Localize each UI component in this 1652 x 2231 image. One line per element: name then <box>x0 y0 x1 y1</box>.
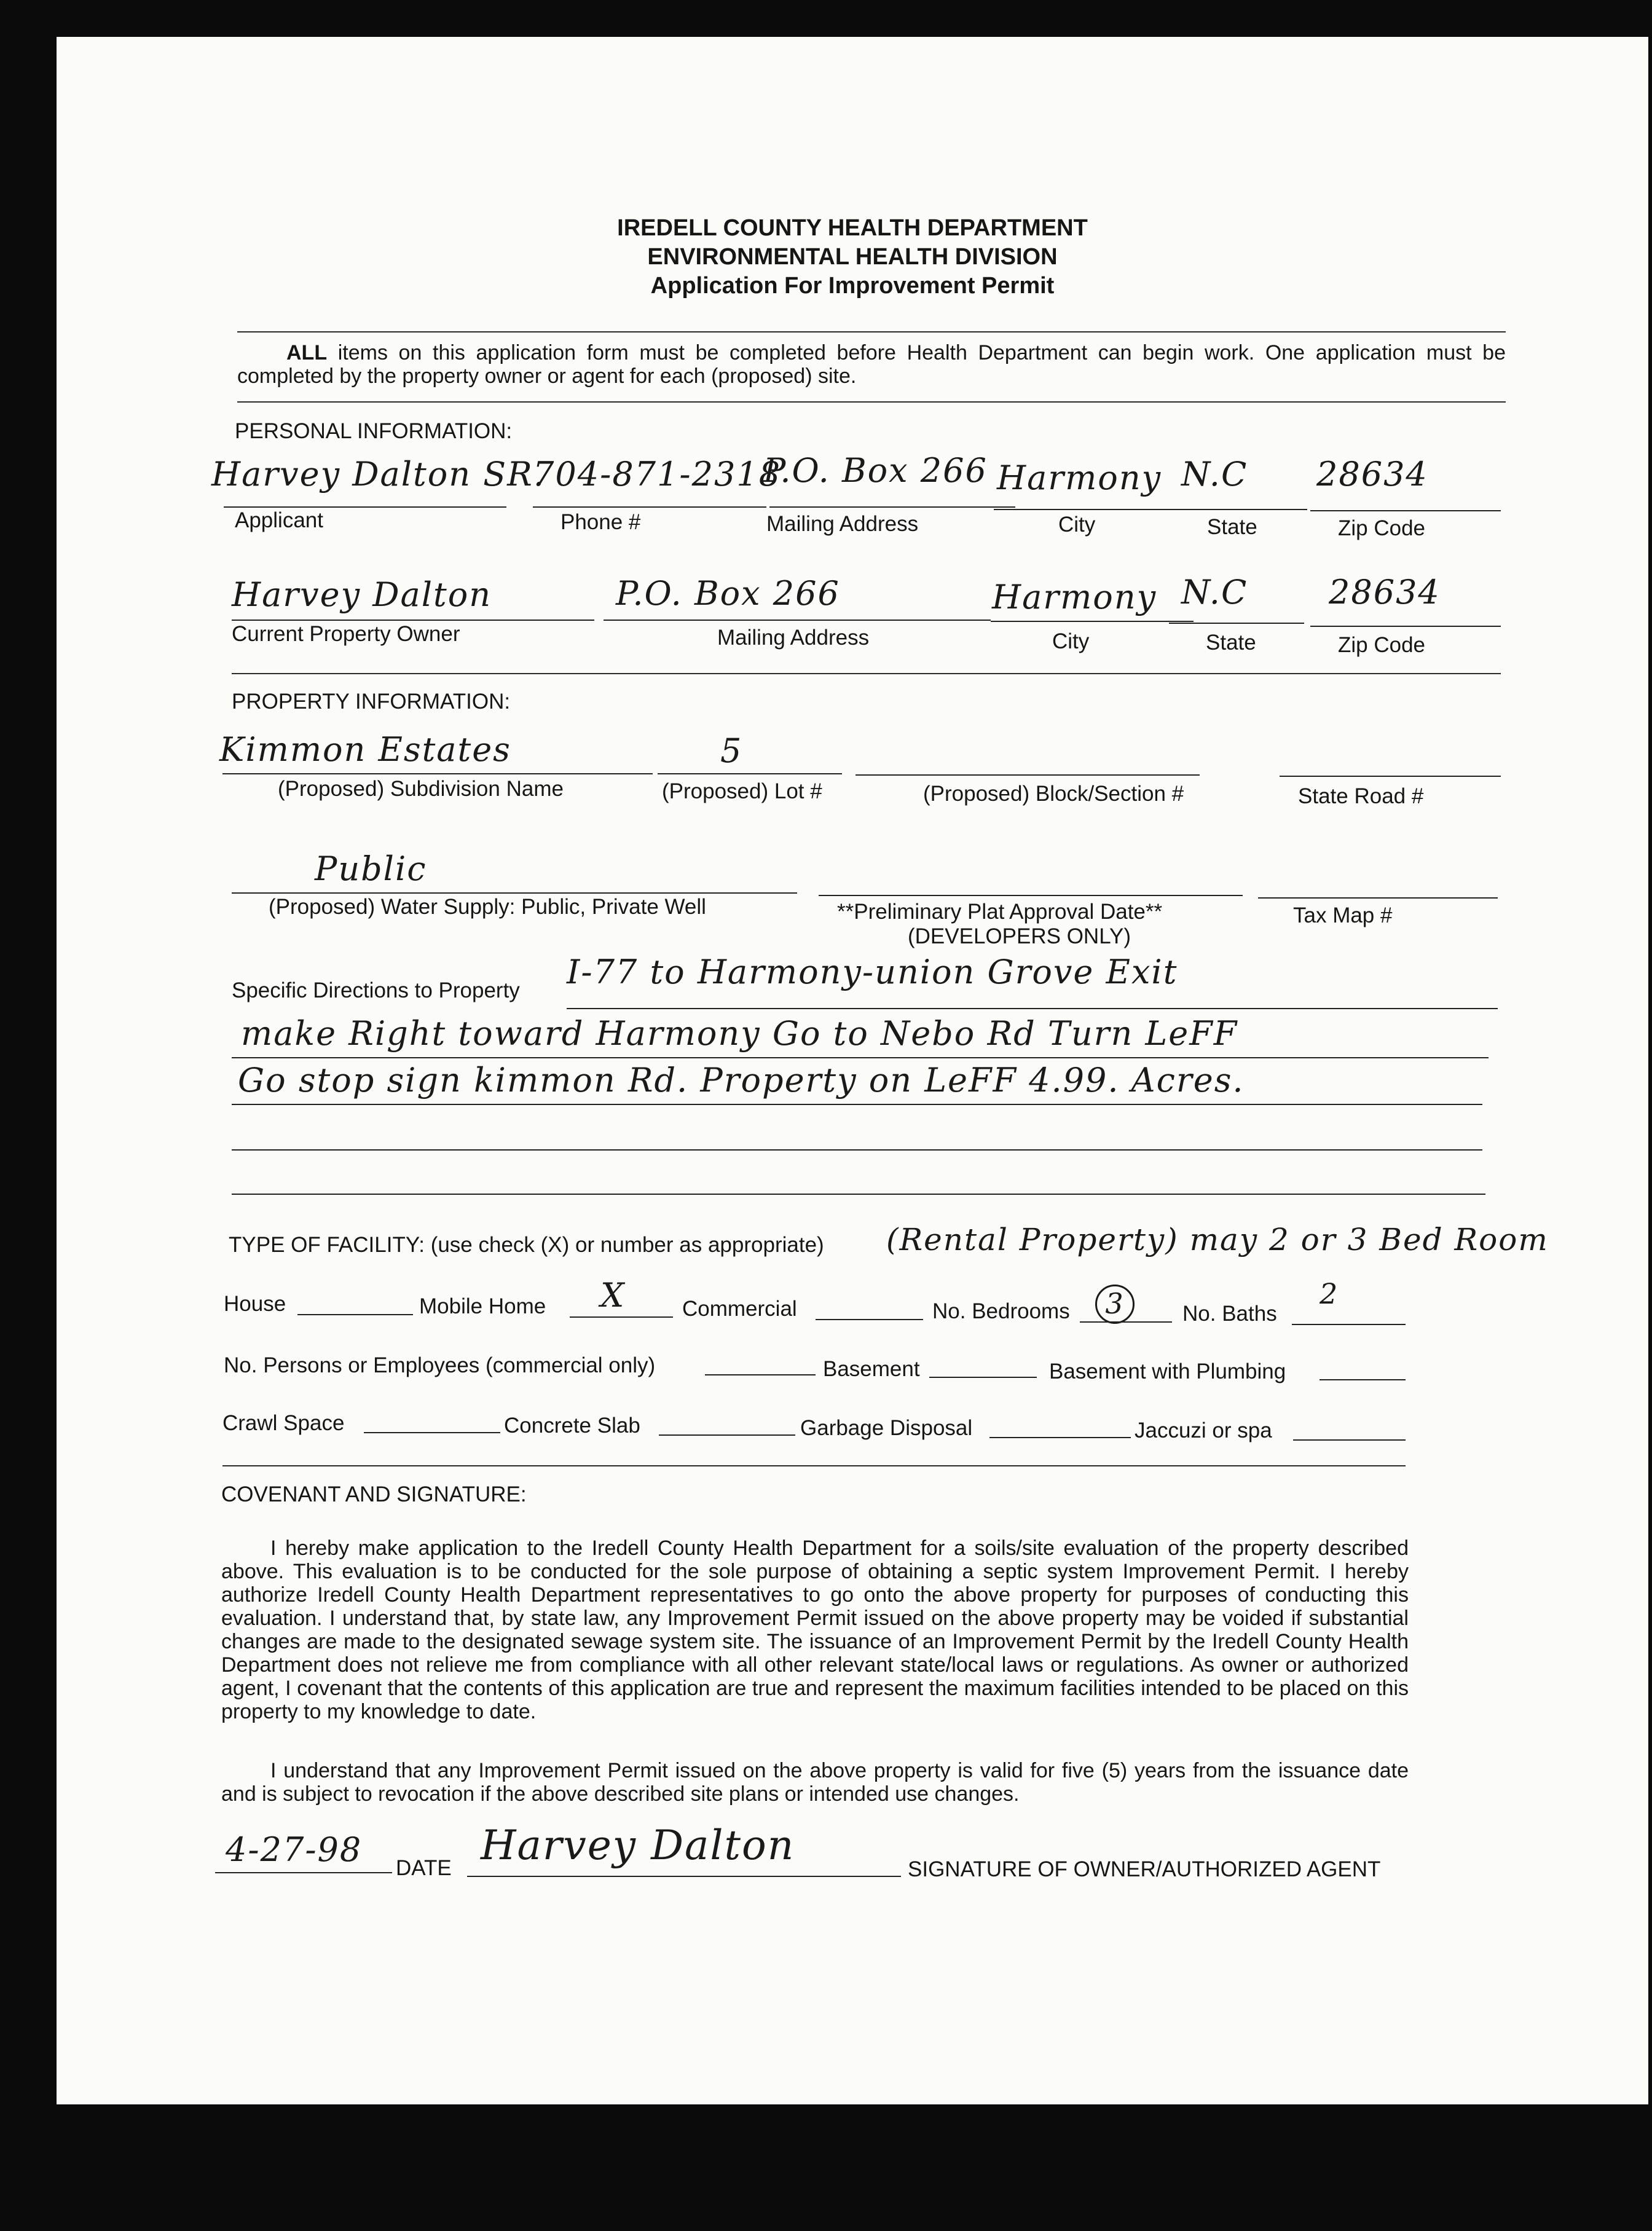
mobile-home-label: Mobile Home <box>419 1294 546 1318</box>
signature-date-line <box>215 1872 392 1873</box>
block-label: (Proposed) Block/Section # <box>923 782 1184 806</box>
water-supply-label: (Proposed) Water Supply: Public, Private Well <box>269 895 706 919</box>
subdivision-line <box>222 773 653 774</box>
lot-value: 5 <box>720 731 743 770</box>
subdivision-label: (Proposed) Subdivision Name <box>278 777 564 801</box>
owner-state-label: State <box>1206 631 1256 655</box>
owner-city-label: City <box>1052 629 1090 653</box>
facility-note: (Rental Property) may 2 or 3 Bed Room <box>886 1222 1549 1257</box>
directions-line-1: I-77 to Harmony-union Grove Exit <box>567 953 1178 991</box>
tax-map-line <box>1258 897 1498 899</box>
road-line <box>1280 776 1501 777</box>
owner-city-line <box>991 621 1194 622</box>
form-title-agency: IREDELL COUNTY HEALTH DEPARTMENT <box>617 215 1088 241</box>
owner-address-value: P.O. Box 266 <box>616 574 840 613</box>
covenant-heading: COVENANT AND SIGNATURE: <box>221 1482 527 1506</box>
personal-info-heading: PERSONAL INFORMATION: <box>235 419 513 443</box>
applicant-zip-line <box>1310 510 1501 511</box>
jacuzzi-line <box>1293 1439 1406 1441</box>
mobile-home-line <box>570 1316 673 1318</box>
owner-mailing-address-label: Mailing Address <box>717 626 870 650</box>
plat-date-line <box>819 895 1243 896</box>
owner-zip-value: 28634 <box>1329 573 1441 612</box>
commercial-label: Commercial <box>682 1297 797 1321</box>
owner-zip-line <box>1310 626 1501 627</box>
tax-map-label: Tax Map # <box>1293 903 1393 927</box>
subdivision-value: Kimmon Estates <box>219 730 511 769</box>
phone-label: Phone # <box>560 510 641 534</box>
owner-name-line <box>232 620 594 621</box>
baths-value: 2 <box>1320 1277 1339 1310</box>
covenant-paragraph-2: I understand that any Improvement Permit issued on the above property is valid for five (5) years from the issuance date and is subject to revocation if the above described site plans or intended use changes. <box>221 1759 1409 1806</box>
owner-address-line <box>604 620 991 621</box>
date-label: DATE <box>396 1856 452 1880</box>
signature-label: SIGNATURE OF OWNER/AUTHORIZED AGENT <box>908 1857 1381 1881</box>
applicant-label: Applicant <box>235 508 323 532</box>
signature-value: Harvey Dalton <box>481 1822 795 1869</box>
directions-label: Specific Directions to Property <box>232 978 520 1002</box>
basement-plumbing-line <box>1320 1379 1406 1380</box>
applicant-city-value: Harmony <box>997 458 1162 497</box>
lot-line <box>658 773 842 774</box>
house-label: House <box>224 1292 286 1316</box>
directions-underline-1 <box>567 1008 1498 1009</box>
form-title-division: ENVIRONMENTAL HEALTH DIVISION <box>647 244 1058 270</box>
directions-underline-4 <box>232 1149 1482 1151</box>
state-label: State <box>1207 515 1257 539</box>
owner-label: Current Property Owner <box>232 622 460 646</box>
plat-date-note: (DEVELOPERS ONLY) <box>908 924 1131 948</box>
owner-zip-label: Zip Code <box>1338 633 1426 657</box>
header-rule-bottom <box>237 401 1506 403</box>
crawl-space-line <box>364 1432 500 1433</box>
covenant-paragraph-1: I hereby make application to the Iredell County Health Department for a soils/site evaluation of the property described above. This evaluation is to be conducted for the sole purpose of obtaining a septic system Improvement Permit. I hereby authorize Iredell County Health Department representatives to go onto the above property for purposes of conducting this evaluation. I understand that, by state law, any Improvement Permit issued on the above property may be voided if substantial changes are made to the designated sewage system site. The issuance of an Improvement Permit by the Iredell County Health Department does not relieve me from compliance with all other relevant state/local laws or regulations. As owner or authorized agent, I covenant that the contents of this application are true and represent the maximum facilities intended to be placed on this property to my knowledge to date. <box>221 1537 1409 1723</box>
garbage-disposal-label: Garbage Disposal <box>800 1416 973 1440</box>
bedrooms-value: 3 <box>1095 1285 1135 1324</box>
applicant-name-value: Harvey Dalton SR. <box>211 455 545 494</box>
signature-date-value: 4-27-98 <box>226 1830 363 1869</box>
mailing-address-label: Mailing Address <box>766 512 919 536</box>
concrete-slab-line <box>659 1434 795 1436</box>
baths-label: No. Baths <box>1182 1302 1277 1326</box>
lot-label: (Proposed) Lot # <box>662 779 822 803</box>
water-supply-line <box>232 892 797 894</box>
facility-type-label: TYPE OF FACILITY: (use check (X) or number as appropriate) <box>229 1233 824 1257</box>
persons-line <box>705 1374 816 1375</box>
basement-plumbing-label: Basement with Plumbing <box>1049 1359 1286 1383</box>
facility-section-rule <box>222 1465 1406 1466</box>
commercial-line <box>816 1319 923 1320</box>
applicant-zip-value: 28634 <box>1316 455 1428 494</box>
directions-line-3: Go stop sign kimmon Rd. Property on LeFF 4.99. Acres. <box>238 1061 1245 1100</box>
city-label: City <box>1058 513 1096 537</box>
house-line <box>297 1314 413 1315</box>
form-title: Application For Improvement Permit <box>650 273 1055 299</box>
property-info-heading: PROPERTY INFORMATION: <box>232 690 511 714</box>
applicant-address-line <box>769 506 1015 508</box>
directions-underline-5 <box>232 1194 1485 1195</box>
applicant-state-line <box>1172 509 1307 510</box>
mobile-home-value: X <box>600 1276 626 1315</box>
applicant-name-line <box>224 506 506 508</box>
applicant-city-line <box>994 509 1197 510</box>
owner-state-value: N.C <box>1181 573 1248 612</box>
header-rule-top <box>237 331 1506 332</box>
persons-label: No. Persons or Employees (commercial only) <box>224 1353 656 1377</box>
crawl-space-label: Crawl Space <box>222 1411 345 1435</box>
directions-underline-2 <box>232 1057 1489 1058</box>
signature-line <box>467 1876 901 1877</box>
application-form-page <box>57 37 1648 2104</box>
owner-city-value: Harmony <box>992 578 1157 616</box>
intro-text: ALL items on this application form must be completed before Health Department can begin work. One application must be completed by the property owner or agent for each (proposed) site. <box>237 341 1506 388</box>
zip-label: Zip Code <box>1338 516 1426 540</box>
block-line <box>856 774 1200 776</box>
applicant-address-value: P.O. Box 266 <box>763 451 988 490</box>
baths-line <box>1292 1324 1406 1325</box>
bedrooms-line <box>1080 1321 1172 1323</box>
basement-label: Basement <box>823 1357 920 1381</box>
bedrooms-label: No. Bedrooms <box>932 1299 1070 1323</box>
road-label: State Road # <box>1298 784 1424 808</box>
applicant-phone-line <box>533 506 766 508</box>
owner-name-value: Harvey Dalton <box>232 575 492 614</box>
owner-state-line <box>1169 623 1304 624</box>
jacuzzi-label: Jaccuzi or spa <box>1135 1418 1272 1442</box>
applicant-phone-value: 704-871-2318 <box>533 455 782 494</box>
garbage-disposal-line <box>989 1437 1131 1438</box>
water-supply-value: Public <box>315 849 427 888</box>
directions-line-2: make Right toward Harmony Go to Nebo Rd Turn LeFF <box>241 1014 1238 1053</box>
applicant-state-value: N.C <box>1181 455 1248 494</box>
basement-line <box>929 1377 1037 1378</box>
plat-date-label: **Preliminary Plat Approval Date** <box>837 900 1163 924</box>
concrete-slab-label: Concrete Slab <box>504 1414 640 1438</box>
directions-underline-3 <box>232 1104 1482 1105</box>
personal-section-rule <box>232 673 1501 674</box>
